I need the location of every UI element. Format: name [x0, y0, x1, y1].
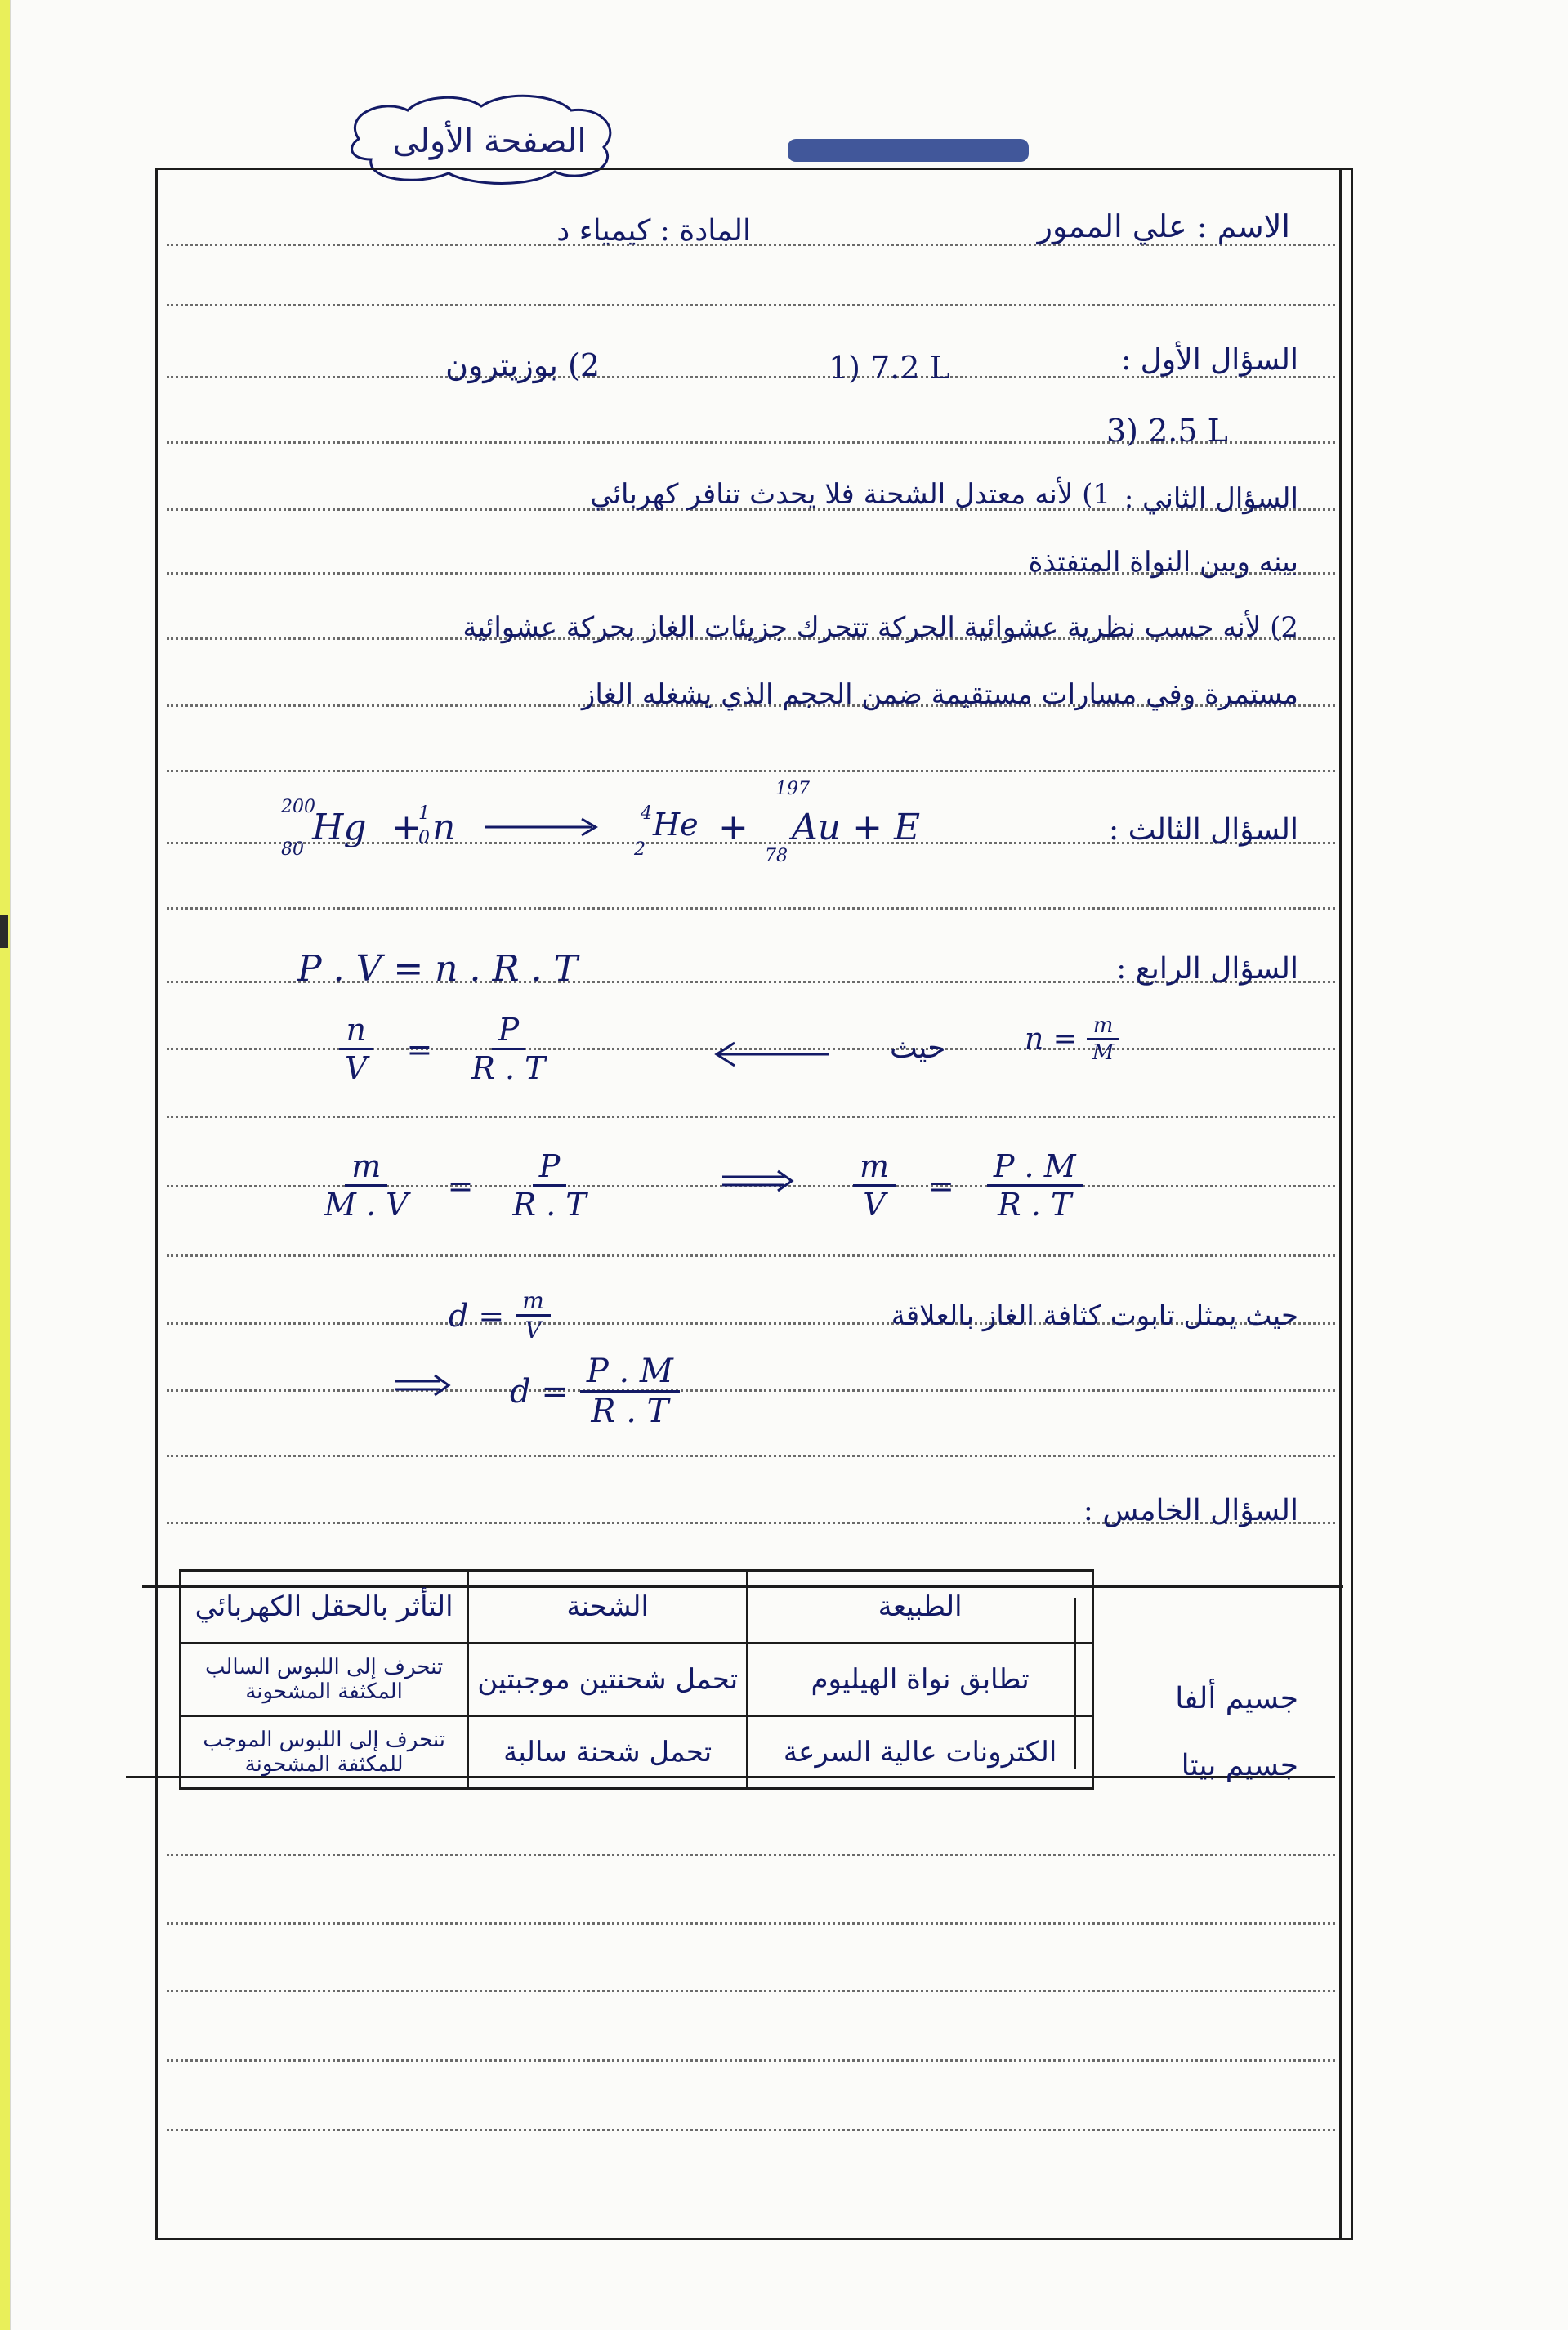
header-field: التأثر بالحقل الكهربائي	[181, 1571, 468, 1644]
ruled-line	[167, 907, 1335, 910]
particle-comparison-table	[179, 1569, 1094, 1790]
fraction-m-over-mv: $\frac{m}{M . V}$	[324, 1148, 409, 1223]
q2-line-1: 1) لأنه معتدل الشحنة فلا يحدث تنافر كهربائي	[590, 478, 1110, 511]
equals-sign: =	[406, 1031, 433, 1067]
au-atomic-number: 78	[765, 846, 788, 866]
n-definition	[1025, 1013, 1120, 1065]
equation-row-2	[338, 1012, 552, 1086]
subject-name: المادة : كيمياء د	[556, 214, 751, 248]
header-charge: الشحنة	[468, 1571, 748, 1644]
ruled-line	[167, 770, 1335, 772]
q4-label: السؤال الرابع :	[1116, 952, 1298, 986]
fraction-m-over-v-2: $\frac{m}{V}$	[516, 1287, 551, 1344]
equals-sign: =	[447, 1167, 474, 1204]
density-note: حيث يمثل تابوت كثافة الغاز بالعلاقة	[891, 1299, 1298, 1332]
fraction-pm-over-rt-2: $\frac{P . M}{R . T}$	[580, 1353, 680, 1430]
table-header-row	[181, 1571, 1093, 1644]
reaction-arrow	[485, 815, 600, 839]
margin-line	[1339, 168, 1342, 2239]
q5-label: السؤال الخامس :	[1083, 1494, 1298, 1527]
fraction-pm-over-rt: $\frac{P . M}{R . T}$	[987, 1148, 1083, 1223]
ruled-line	[167, 1854, 1335, 1856]
q1-label: السؤال الأول :	[1121, 343, 1298, 377]
he-mass-number: 4	[641, 803, 652, 824]
ruled-line	[167, 2059, 1335, 2062]
answer-sheet	[10, 0, 1568, 2330]
implies-left-arrow	[710, 1038, 833, 1071]
fraction-n-over-v: $\frac{n}{V}$	[338, 1012, 373, 1086]
header-nature: الطبيعة	[748, 1571, 1093, 1644]
implies-arrow	[395, 1373, 453, 1398]
fraction-m-over-v: $\frac{m}{V}$	[853, 1148, 896, 1223]
q2-line-3: 2) لأنه حسب نظرية عشوائية الحركة تتحرك جزيئات الغاز بحركة عشوائية	[462, 611, 1298, 644]
equation-row-3b	[853, 1148, 1083, 1223]
blue-tape-mark	[788, 139, 1029, 162]
equals-sign: =	[928, 1167, 954, 1204]
beta-charge: تحمل شحنة سالبة	[468, 1716, 748, 1789]
binder-mark	[0, 915, 8, 948]
ruled-line	[167, 1116, 1335, 1118]
plus-sign: +	[391, 807, 422, 848]
fraction-m-over-M: $\frac{m}{M}$	[1086, 1013, 1121, 1065]
ruled-line	[167, 1455, 1335, 1457]
q1-answer-3: 3) 2.5 L	[1106, 413, 1228, 449]
alpha-field: تنحرف إلى اللبوس السالب المكثفة المشحونة	[181, 1644, 468, 1716]
q2-label: السؤال الثاني :	[1124, 482, 1298, 515]
beta-field: تنحرف إلى اللبوس الموجب للمكثفة المشحونة	[181, 1716, 468, 1789]
q1-answer-2: 2) بوزيترون	[445, 347, 600, 383]
ruled-line	[167, 2129, 1335, 2131]
n-atomic-number: 0	[418, 828, 430, 848]
implies-arrow	[722, 1169, 796, 1193]
ruled-line	[167, 304, 1335, 306]
q2-line-2: بينه وبين النواة المتفتذة	[1028, 546, 1298, 579]
fraction-p-over-rt-2: $\frac{P}{R . T}$	[512, 1148, 587, 1223]
alpha-particle-label: جسيم ألفا	[1175, 1682, 1298, 1715]
ruled-line	[167, 1254, 1335, 1257]
ideal-gas-equation: P . V = n . R . T	[297, 948, 578, 990]
nuclear-equation	[281, 779, 1016, 887]
table-row	[181, 1716, 1093, 1789]
beta-particle-label: جسيم بيتا	[1181, 1749, 1298, 1782]
q2-line-4: مستمرة وفي مسارات مستقيمة ضمن الحجم الذي يشغله الغاز	[581, 678, 1298, 711]
alpha-charge: تحمل شحنتين موجبتين	[468, 1644, 748, 1716]
fraction-p-over-rt: $\frac{P}{R . T}$	[471, 1012, 546, 1086]
plus-sign: +	[718, 807, 748, 848]
d-equals: d =	[449, 1297, 505, 1334]
n-mass-number: 1	[418, 803, 430, 824]
ruled-line	[167, 1922, 1335, 1925]
au-mass-number: 197	[775, 779, 810, 799]
he-atomic-number: 2	[634, 839, 646, 860]
page-title: الصفحة الأولى	[392, 123, 587, 160]
au-symbol: Au + E	[792, 807, 921, 848]
neutron-symbol: n	[432, 807, 456, 848]
equation-row-3	[318, 1148, 593, 1223]
ruled-line	[167, 1389, 1335, 1392]
density-definition	[449, 1287, 551, 1344]
ruled-line	[167, 1990, 1335, 1992]
student-name: الاسم : علي الممور	[1037, 208, 1290, 244]
table-row	[181, 1644, 1093, 1716]
hg-atomic-number: 80	[281, 839, 304, 860]
hg-mass-number: 200	[281, 797, 315, 817]
hg-symbol: Hg	[312, 807, 367, 848]
q3-label: السؤال الثالث :	[1109, 813, 1298, 847]
density-formula	[510, 1353, 680, 1430]
n-equals: n =	[1025, 1022, 1078, 1056]
beta-nature: الكترونات عالية السرعة	[748, 1716, 1093, 1789]
q1-answer-1: 1) 7.2 L	[829, 350, 950, 386]
where-label: حيث	[890, 1031, 946, 1065]
he-symbol: He	[653, 807, 699, 843]
d-equals: d =	[510, 1372, 569, 1411]
alpha-nature: تطابق نواة الهيليوم	[748, 1644, 1093, 1716]
table-divider-line	[1074, 1598, 1076, 1769]
